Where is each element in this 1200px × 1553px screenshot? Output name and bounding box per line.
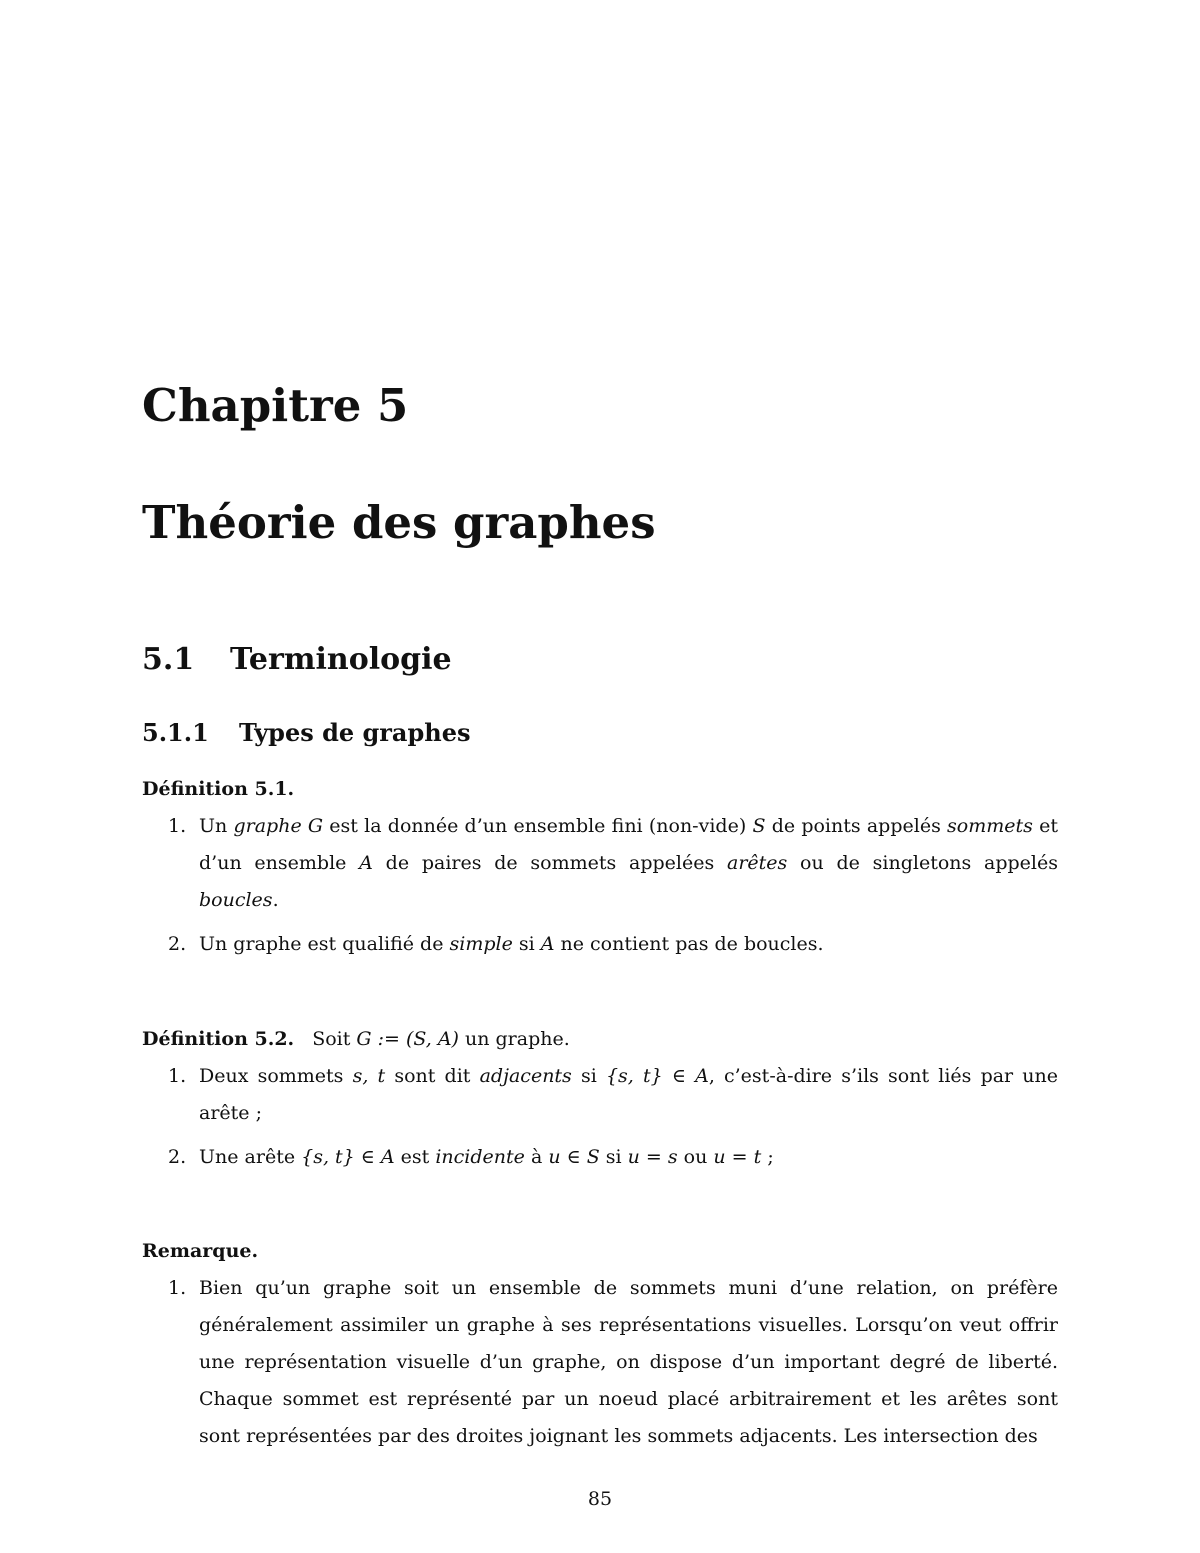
text-run: Un (199, 815, 234, 837)
list-item (142, 808, 1058, 919)
term-graphe: graphe G (233, 815, 324, 837)
text-run: ne contient pas de boucles. (554, 933, 824, 955)
text-run: un graphe. (458, 1028, 570, 1050)
text-run: à (524, 1146, 549, 1168)
math-a: A (359, 852, 373, 874)
definition-5-1 (142, 771, 1058, 963)
text-run: Soit (312, 1028, 357, 1050)
text-run: ou (677, 1146, 714, 1168)
text-run: sont dit (385, 1065, 480, 1087)
item-number: 2. (168, 1146, 187, 1168)
text-run: Un graphe est qualifié de (199, 933, 450, 955)
math-s: S (752, 815, 766, 837)
math-u-eq-t: u = t (713, 1146, 762, 1168)
subsection-heading (142, 718, 471, 747)
remark-text: Bien qu’un graphe soit un ensemble de sommets muni d’une relation, on préfère généralement assimiler un graphe à ses représentations visuelles. Lorsqu’on veut offrir une représentation visuelle d’un graphe, on dispose d’un important degré de liberté. Chaque sommet est représenté par un noeud placé arbitrairement et les arêtes sont sont représentées par des droites joignant les sommets adjacents. Les intersection des (199, 1277, 1058, 1447)
definition-5-2 (142, 1021, 1058, 1176)
term-incidente: incidente (435, 1146, 525, 1168)
term-aretes: arêtes (727, 852, 788, 874)
remark-block (142, 1233, 1058, 1455)
math-a: A (540, 933, 555, 955)
text-run: ; (761, 1146, 774, 1168)
text-run: de points appelés (765, 815, 948, 837)
chapter-label: Chapitre 5 (142, 379, 409, 432)
remark-heading: Remarque. (142, 1240, 259, 1262)
list-item (142, 1139, 1058, 1176)
definition-list (142, 1058, 1058, 1176)
math-u-eq-s: u = s (627, 1146, 678, 1168)
remark-list (142, 1270, 1058, 1455)
section-heading (142, 642, 452, 677)
math-u-in-s: u ∈ S (548, 1146, 600, 1168)
chapter-title: Théorie des graphes (142, 496, 656, 549)
definition-heading: Définition 5.1. (142, 778, 295, 800)
term-adjacents: adjacents (479, 1065, 572, 1087)
text-run: ou de singletons appelés (787, 852, 1058, 874)
subsection-number: 5.1.1 (142, 718, 209, 747)
definition-heading: Définition 5.2. (142, 1028, 295, 1050)
text-run: si (512, 933, 541, 955)
list-item (142, 926, 1058, 963)
math-graph: G := (S, A) (356, 1028, 459, 1050)
math-edge-in-a: {s, t} ∈ A (301, 1146, 395, 1168)
section-number: 5.1 (142, 642, 195, 677)
term-sommets: sommets (947, 815, 1033, 837)
text-run: si (599, 1146, 628, 1168)
list-item (142, 1058, 1058, 1132)
section-title: Terminologie (230, 642, 452, 677)
definition-list (142, 808, 1058, 963)
subsection-title: Types de graphes (239, 718, 471, 747)
text-run: Une arête (199, 1146, 302, 1168)
text-run: de paires de sommets appelées (372, 852, 727, 874)
item-number: 1. (168, 815, 187, 837)
text-run: Deux sommets (199, 1065, 353, 1087)
item-number: 1. (168, 1065, 187, 1087)
text-run: , c’est-à-dire s’ils sont liés par une arête ; (199, 1065, 1059, 1124)
text-run: . (272, 889, 279, 911)
item-number: 2. (168, 933, 187, 955)
math-st: s, t (352, 1065, 386, 1087)
term-simple: simple (449, 933, 513, 955)
math-edge-in-a: {s, t} ∈ A (605, 1065, 709, 1087)
definition-intro (142, 1021, 1058, 1058)
item-number: 1. (168, 1277, 187, 1299)
text-run: et d’un ensemble (199, 815, 1058, 874)
text-run: est (394, 1146, 436, 1168)
term-boucles: boucles (199, 889, 273, 911)
text-run: est la donnée d’un ensemble fini (non-vide) (323, 815, 753, 837)
page-number: 85 (587, 1488, 613, 1510)
text-run: si (571, 1065, 606, 1087)
list-item (142, 1270, 1058, 1455)
